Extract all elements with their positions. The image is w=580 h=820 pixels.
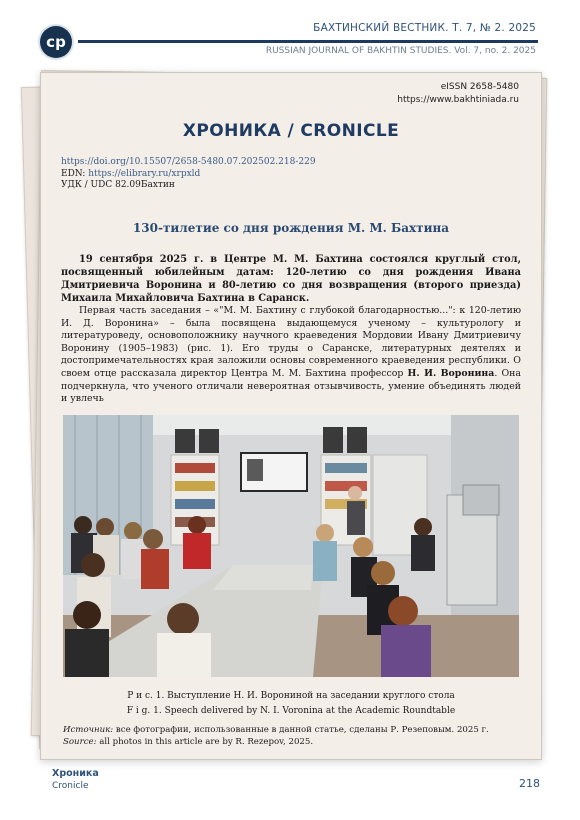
udk: УДК / UDC 82.09Бахтин <box>61 180 175 190</box>
source-ru-label: Источник: <box>63 725 114 735</box>
eissn: eISSN 2658-5480 <box>440 82 519 92</box>
caption-en: F i g. 1. Speech delivered by N. I. Voronina at the Academic Roundtable <box>126 706 456 716</box>
photo-source <box>63 725 523 748</box>
section-title: ХРОНИКА / CRONICLE <box>182 121 400 141</box>
footer-section <box>52 768 99 792</box>
journal-logo-icon: ср <box>40 26 72 58</box>
article-body <box>61 253 521 406</box>
article-page <box>40 72 542 760</box>
source-en-label: Source: <box>63 736 97 747</box>
article-meta <box>61 157 316 192</box>
source-ru-text: все фотографии, использованные в данной статье, сделаны Р. Резеповым. 2025 г. <box>113 725 489 735</box>
article-title: 130-тилетие со дня рождения М. М. Бахтина <box>132 221 450 235</box>
roundtable-photo <box>63 415 519 677</box>
lead-paragraph: 19 сентября 2025 г. в Центре М. М. Бахтина состоялся круглый стол, посвященный юбилейным датам: 120-летию со дня рождения Ивана Дмитриевича Воронина и 80-летию со дня возвращения (второго приезда) Михаила Михайловича Бахтина в Саранск. <box>61 254 521 304</box>
figure-caption <box>41 689 541 719</box>
source-en-text: all photos in this article are by R. Rezepov, 2025. <box>96 736 314 747</box>
journal-site-link[interactable]: https://www.bakhtiniada.ru <box>397 95 519 105</box>
footer-section-en: Cronicle <box>52 781 89 791</box>
speaker-name: Н. И. Воронина <box>407 367 495 379</box>
journal-title-en: RUSSIAN JOURNAL OF BAKHTIN STUDIES. Vol. 7, no. 2. 2025 <box>265 46 536 56</box>
header-rule <box>78 40 538 43</box>
roundtable-photo-image <box>63 415 519 677</box>
footer-section-ru: Хроника <box>52 768 99 779</box>
edn-link[interactable]: https://elibrary.ru/xrpxld <box>88 168 201 179</box>
doi-link[interactable]: https://doi.org/10.15507/2658-5480.07.202502.218-229 <box>61 157 316 167</box>
journal-title-ru: БАХТИНСКИЙ ВЕСТНИК. Т. 7, № 2. 2025 <box>313 22 536 34</box>
caption-ru: Р и с. 1. Выступление Н. И. Ворониной на заседании круглого стола <box>127 691 455 701</box>
page-number: 218 <box>519 777 540 790</box>
body-paragraph: Первая часть заседания – «"М. М. Бахтину с глубокой благодарностью...": к 120-летию И. Д. Воронина» – была посвящена выдающемуся ученому – культурологу и литературоведу, основоположнику научного краеведения Мордовии Ивану Дмитриевичу Воронину (1905–1983) (рис. 1). Его труды о Саранске, литературных деятелях и достопримечательностях края заложили основы современного краеведения республики. О своем отце рассказала директор Центра М. М. Бахтина профессор Н. И. Воронина. Она подчеркнула, что ученого отличали невероятная отзывчивость, умение объединять людей и увлечь <box>61 305 521 405</box>
issn-block <box>397 81 519 107</box>
edn-label: EDN: <box>61 168 89 179</box>
